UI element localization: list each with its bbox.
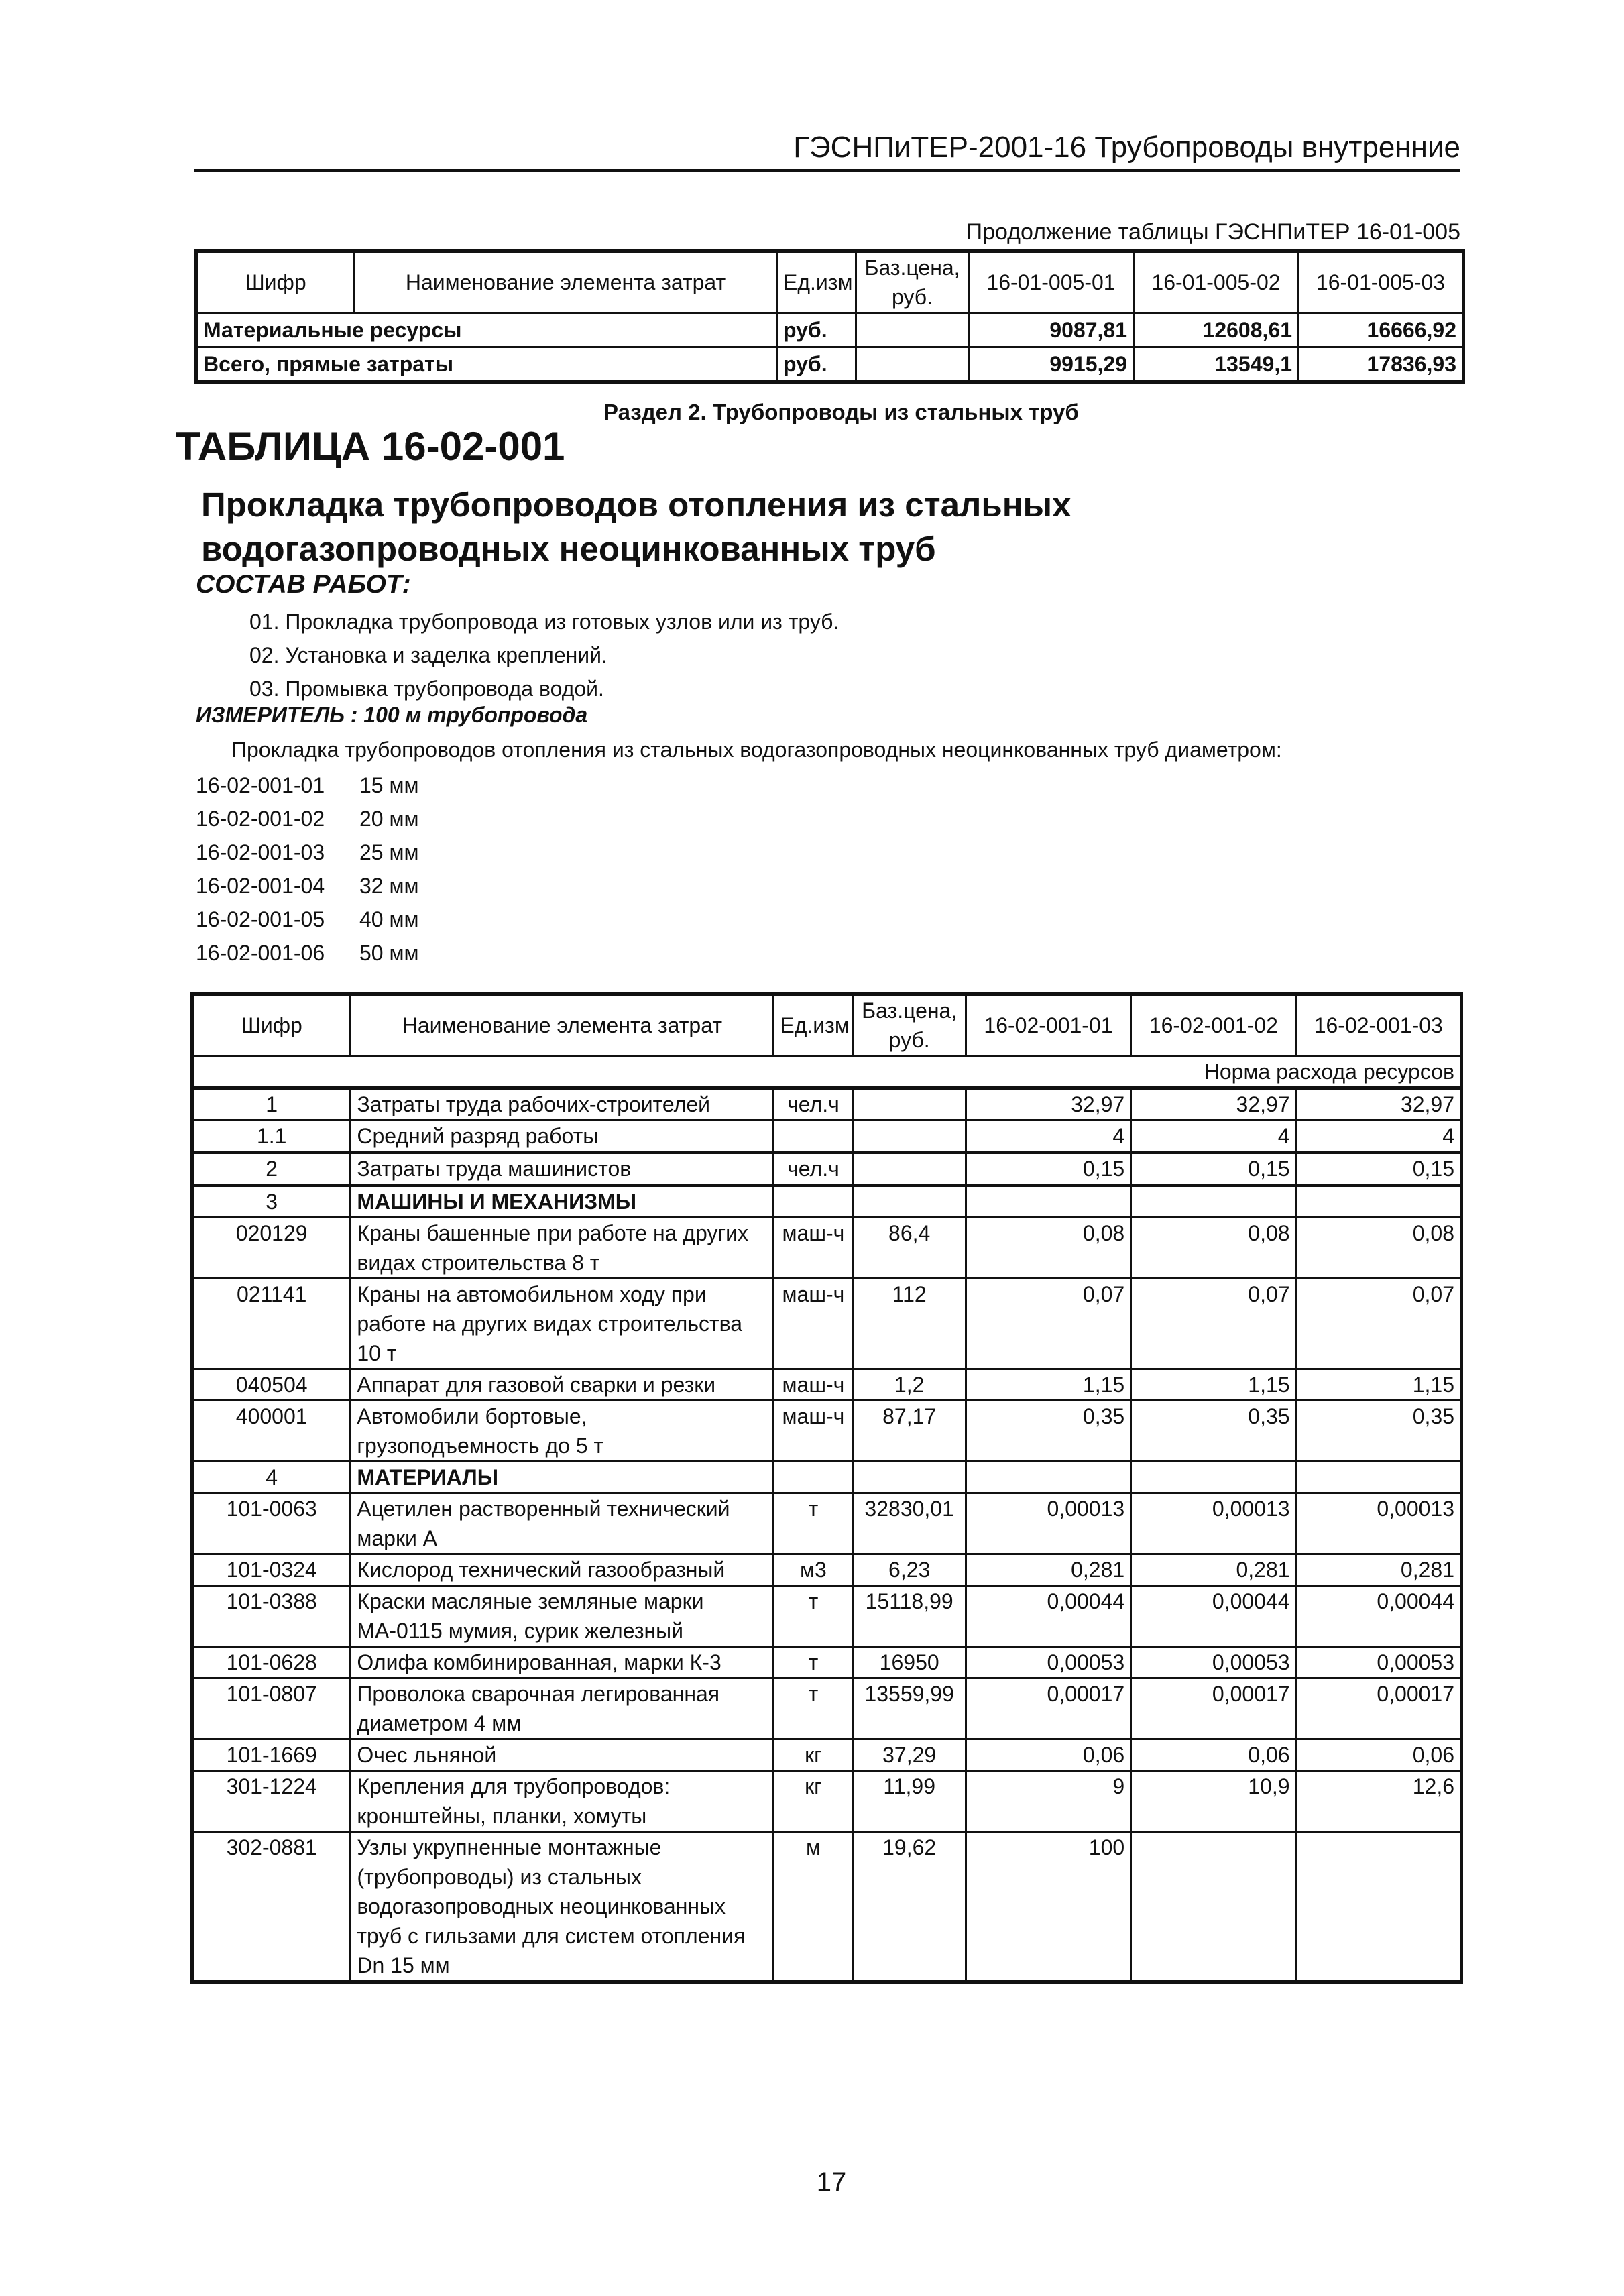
row-price: 37,29 [853,1739,966,1771]
row-value [1296,1186,1461,1218]
row-value: 0,06 [966,1739,1130,1771]
diameter-code: 16-02-001-04 [196,874,325,898]
row-price: 32830,01 [853,1493,966,1554]
work-list [249,605,839,705]
row-name: Крепления для трубопроводов: кронштейны, планки, хомуты [351,1771,774,1832]
header-cell: Баз.цена, руб. [856,251,969,313]
row-unit: кг [774,1771,853,1832]
row-value: 0,00013 [1131,1493,1296,1554]
diameter-size: 20 мм [359,807,419,831]
row-name: Краски масляные земляные марки МА-0115 мумия, сурик железный [351,1586,774,1647]
row-name: Очес льняной [351,1739,774,1771]
row-value: 4 [1131,1121,1296,1153]
header-cell: 16-01-005-02 [1134,251,1299,313]
row-value: 0,06 [1131,1739,1296,1771]
diameter-code: 16-02-001-06 [196,941,325,965]
row-price: 19,62 [853,1832,966,1982]
table-row [192,1121,1462,1153]
row-price [856,313,969,347]
diameter-size: 40 мм [359,907,419,931]
measure-label: ИЗМЕРИТЕЛЬ : [196,703,358,727]
row-name: МАШИНЫ И МЕХАНИЗМЫ [351,1186,774,1218]
row-value: 0,281 [1131,1554,1296,1586]
row-value: 0,00053 [1296,1647,1461,1678]
row-price: 6,23 [853,1554,966,1586]
diameter-size: 15 мм [359,773,419,797]
row-value: 1,15 [1296,1369,1461,1401]
row-code: 302-0881 [192,1832,351,1982]
header-cell: Наименование элемента затрат [355,251,777,313]
table-row [192,1279,1462,1369]
row-value [1296,1462,1461,1493]
row-code: 101-0063 [192,1493,351,1554]
row-value: 10,9 [1131,1771,1296,1832]
row-value [966,1186,1130,1218]
row-value: 0,281 [1296,1554,1461,1586]
row-code: 301-1224 [192,1771,351,1832]
diameter-row [196,869,418,903]
row-code: 4 [192,1462,351,1493]
row-value: 17836,93 [1299,347,1464,382]
diameter-row [196,768,418,802]
row-value: 0,00017 [966,1678,1130,1739]
row-name: МАТЕРИАЛЫ [351,1462,774,1493]
header-cell: Наименование элемента затрат [351,994,774,1056]
table-row [192,1462,1462,1493]
row-value: 0,00013 [1296,1493,1461,1554]
diameter-code: 16-02-001-05 [196,907,325,931]
norm-row [192,1056,1462,1088]
diameter-row [196,802,418,836]
row-code: 101-0807 [192,1678,351,1739]
row-value: 32,97 [1296,1088,1461,1121]
row-unit: маш-ч [774,1279,853,1369]
row-value: 0,15 [1131,1153,1296,1186]
row-unit: чел.ч [774,1153,853,1186]
row-unit [774,1121,853,1153]
row-price: 87,17 [853,1401,966,1462]
header-cell: 16-01-005-03 [1299,251,1464,313]
resource-table-body [192,1088,1462,1982]
row-value [1296,1832,1461,1982]
continuation-caption: Продолжение таблицы ГЭСНПиТЕР 16-01-005 [966,219,1460,245]
row-value: 0,281 [966,1554,1130,1586]
row-unit [774,1186,853,1218]
row-name: Проволока сварочная легированная диаметром 4 мм [351,1678,774,1739]
row-value: 32,97 [1131,1088,1296,1121]
row-code: 2 [192,1153,351,1186]
row-code: 101-0324 [192,1554,351,1586]
row-value: 0,00044 [966,1586,1130,1647]
diameter-code: 16-02-001-01 [196,773,325,797]
row-unit: м3 [774,1554,853,1586]
row-value: 0,00044 [1296,1586,1461,1647]
row-value: 0,00017 [1296,1678,1461,1739]
row-value: 0,35 [1131,1401,1296,1462]
row-price [856,347,969,382]
row-value: 0,35 [966,1401,1130,1462]
table-row [192,1678,1462,1739]
row-code: 3 [192,1186,351,1218]
row-value: 9915,29 [969,347,1134,382]
diameter-intro: Прокладка трубопроводов отопления из стальных водогазопроводных неоцинкованных труб диаметром: [231,738,1282,762]
row-name: Узлы укрупненные монтажные (трубопроводы) из стальных водогазопроводных неоцинкованных труб с гильзами для систем отопления Dn 15 мм [351,1832,774,1982]
diameter-row [196,936,418,970]
row-code: 101-0388 [192,1586,351,1647]
row-code: 400001 [192,1401,351,1462]
row-value: 0,00053 [1131,1647,1296,1678]
row-value: 0,00044 [1131,1586,1296,1647]
row-price [853,1462,966,1493]
row-value: 0,15 [1296,1153,1461,1186]
row-price: 1,2 [853,1369,966,1401]
table-row [192,1832,1462,1982]
row-name: Кислород технический газообразный [351,1554,774,1586]
page-number: 17 [816,2167,847,2197]
row-value: 0,06 [1296,1739,1461,1771]
row-unit: т [774,1493,853,1554]
row-value: 12,6 [1296,1771,1461,1832]
row-price: 16950 [853,1647,966,1678]
row-unit: т [774,1586,853,1647]
row-value: 0,00013 [966,1493,1130,1554]
resource-header-row [192,994,1462,1056]
row-value [966,1462,1130,1493]
row-value: 12608,61 [1134,313,1299,347]
row-code: 101-1669 [192,1739,351,1771]
row-value [1131,1462,1296,1493]
row-price: 15118,99 [853,1586,966,1647]
header-cell: 16-02-001-03 [1296,994,1461,1056]
row-value: 16666,92 [1299,313,1464,347]
header-cell: 16-02-001-02 [1131,994,1296,1056]
row-name: Олифа комбинированная, марки К-3 [351,1647,774,1678]
diameter-row [196,836,418,869]
table-row [192,1493,1462,1554]
row-value: 32,97 [966,1088,1130,1121]
table-row [196,347,1464,382]
row-value: 0,35 [1296,1401,1461,1462]
row-unit: руб. [777,347,856,382]
table-row [192,1369,1462,1401]
header-cell: Ед.изм [777,251,856,313]
diameter-size: 25 мм [359,840,419,864]
row-value: 13549,1 [1134,347,1299,382]
row-unit [774,1462,853,1493]
table-row [192,1218,1462,1279]
table-row [192,1401,1462,1462]
row-price [853,1186,966,1218]
row-value: 0,07 [1296,1279,1461,1369]
row-value: 100 [966,1832,1130,1982]
table-row [192,1554,1462,1586]
work-item: 02. Установка и заделка креплений. [249,643,607,667]
row-unit: т [774,1678,853,1739]
row-value: 1,15 [966,1369,1130,1401]
row-name: Краны башенные при работе на других видах строительства 8 т [351,1218,774,1279]
row-price [853,1088,966,1121]
row-value: 0,00017 [1131,1678,1296,1739]
row-value: 0,07 [966,1279,1130,1369]
header-cell: 16-02-001-01 [966,994,1130,1056]
norm-label: Норма расхода ресурсов [192,1056,1462,1088]
diameter-size: 32 мм [359,874,419,898]
row-name: Краны на автомобильном ходу при работе на других видах строительства 10 т [351,1279,774,1369]
row-price: 86,4 [853,1218,966,1279]
row-price [853,1153,966,1186]
table-row [192,1586,1462,1647]
diameter-list [196,768,418,970]
table-row [196,313,1464,347]
row-value: 4 [966,1121,1130,1153]
header-cell: Шифр [196,251,355,313]
row-price [853,1121,966,1153]
table-row [192,1153,1462,1186]
row-value: 9087,81 [969,313,1134,347]
row-unit: м [774,1832,853,1982]
row-value: 0,15 [966,1153,1130,1186]
table-row [192,1771,1462,1832]
diameter-code: 16-02-001-02 [196,807,325,831]
row-value: 9 [966,1771,1130,1832]
row-name: Средний разряд работы [351,1121,774,1153]
row-value: 0,08 [1131,1218,1296,1279]
diameter-code: 16-02-001-03 [196,840,325,864]
row-unit: т [774,1647,853,1678]
row-unit: маш-ч [774,1401,853,1462]
table-row [192,1647,1462,1678]
row-code: 1.1 [192,1121,351,1153]
header-cell: 16-01-005-01 [969,251,1134,313]
row-unit: руб. [777,313,856,347]
section-label: Раздел 2. Трубопроводы из стальных труб [603,400,1079,424]
diameter-size: 50 мм [359,941,419,965]
header-cell: Ед.изм [774,994,853,1056]
row-code: 040504 [192,1369,351,1401]
row-code: 101-0628 [192,1647,351,1678]
row-name: Затраты труда рабочих-строителей [351,1088,774,1121]
row-value: 0,07 [1131,1279,1296,1369]
row-name: Всего, прямые затраты [196,347,777,382]
table-row [192,1739,1462,1771]
row-value: 0,08 [966,1218,1130,1279]
row-name: Затраты труда машинистов [351,1153,774,1186]
header-rule [194,169,1460,172]
table-code: ТАБЛИЦА 16-02-001 [176,424,565,469]
row-code: 021141 [192,1279,351,1369]
running-header: ГЭСНПиТЕР-2001-16 Трубопроводы внутренние [793,131,1460,164]
row-name: Автомобили бортовые, грузоподъемность до 5 т [351,1401,774,1462]
row-value: 0,08 [1296,1218,1461,1279]
row-price: 11,99 [853,1771,966,1832]
row-name: Аппарат для газовой сварки и резки [351,1369,774,1401]
header-cell: Шифр [192,994,351,1056]
row-value: 4 [1296,1121,1461,1153]
continuation-header-row [196,251,1464,313]
row-code: 020129 [192,1218,351,1279]
table-row [192,1088,1462,1121]
row-price: 13559,99 [853,1678,966,1739]
row-name: Материальные ресурсы [196,313,777,347]
row-unit: чел.ч [774,1088,853,1121]
row-name: Ацетилен растворенный технический марки А [351,1493,774,1554]
row-code: 1 [192,1088,351,1121]
work-heading: СОСТАВ РАБОТ: [196,570,411,599]
measure-line [196,703,587,728]
row-price: 112 [853,1279,966,1369]
row-unit: маш-ч [774,1369,853,1401]
work-item: 03. Промывка трубопровода водой. [249,677,604,701]
table-title: Прокладка трубопроводов отопления из стальных водогазопроводных неоцинкованных труб [201,485,1071,568]
resource-table [190,992,1463,1984]
row-value: 1,15 [1131,1369,1296,1401]
row-unit: кг [774,1739,853,1771]
header-cell: Баз.цена, руб. [853,994,966,1056]
work-item: 01. Прокладка трубопровода из готовых узлов или из труб. [249,610,839,634]
measure-value: 100 м трубопровода [363,703,588,727]
continuation-table [194,249,1465,384]
row-unit: маш-ч [774,1218,853,1279]
row-value: 0,00053 [966,1647,1130,1678]
row-value [1131,1832,1296,1982]
table-row [192,1186,1462,1218]
diameter-row [196,903,418,936]
row-value [1131,1186,1296,1218]
